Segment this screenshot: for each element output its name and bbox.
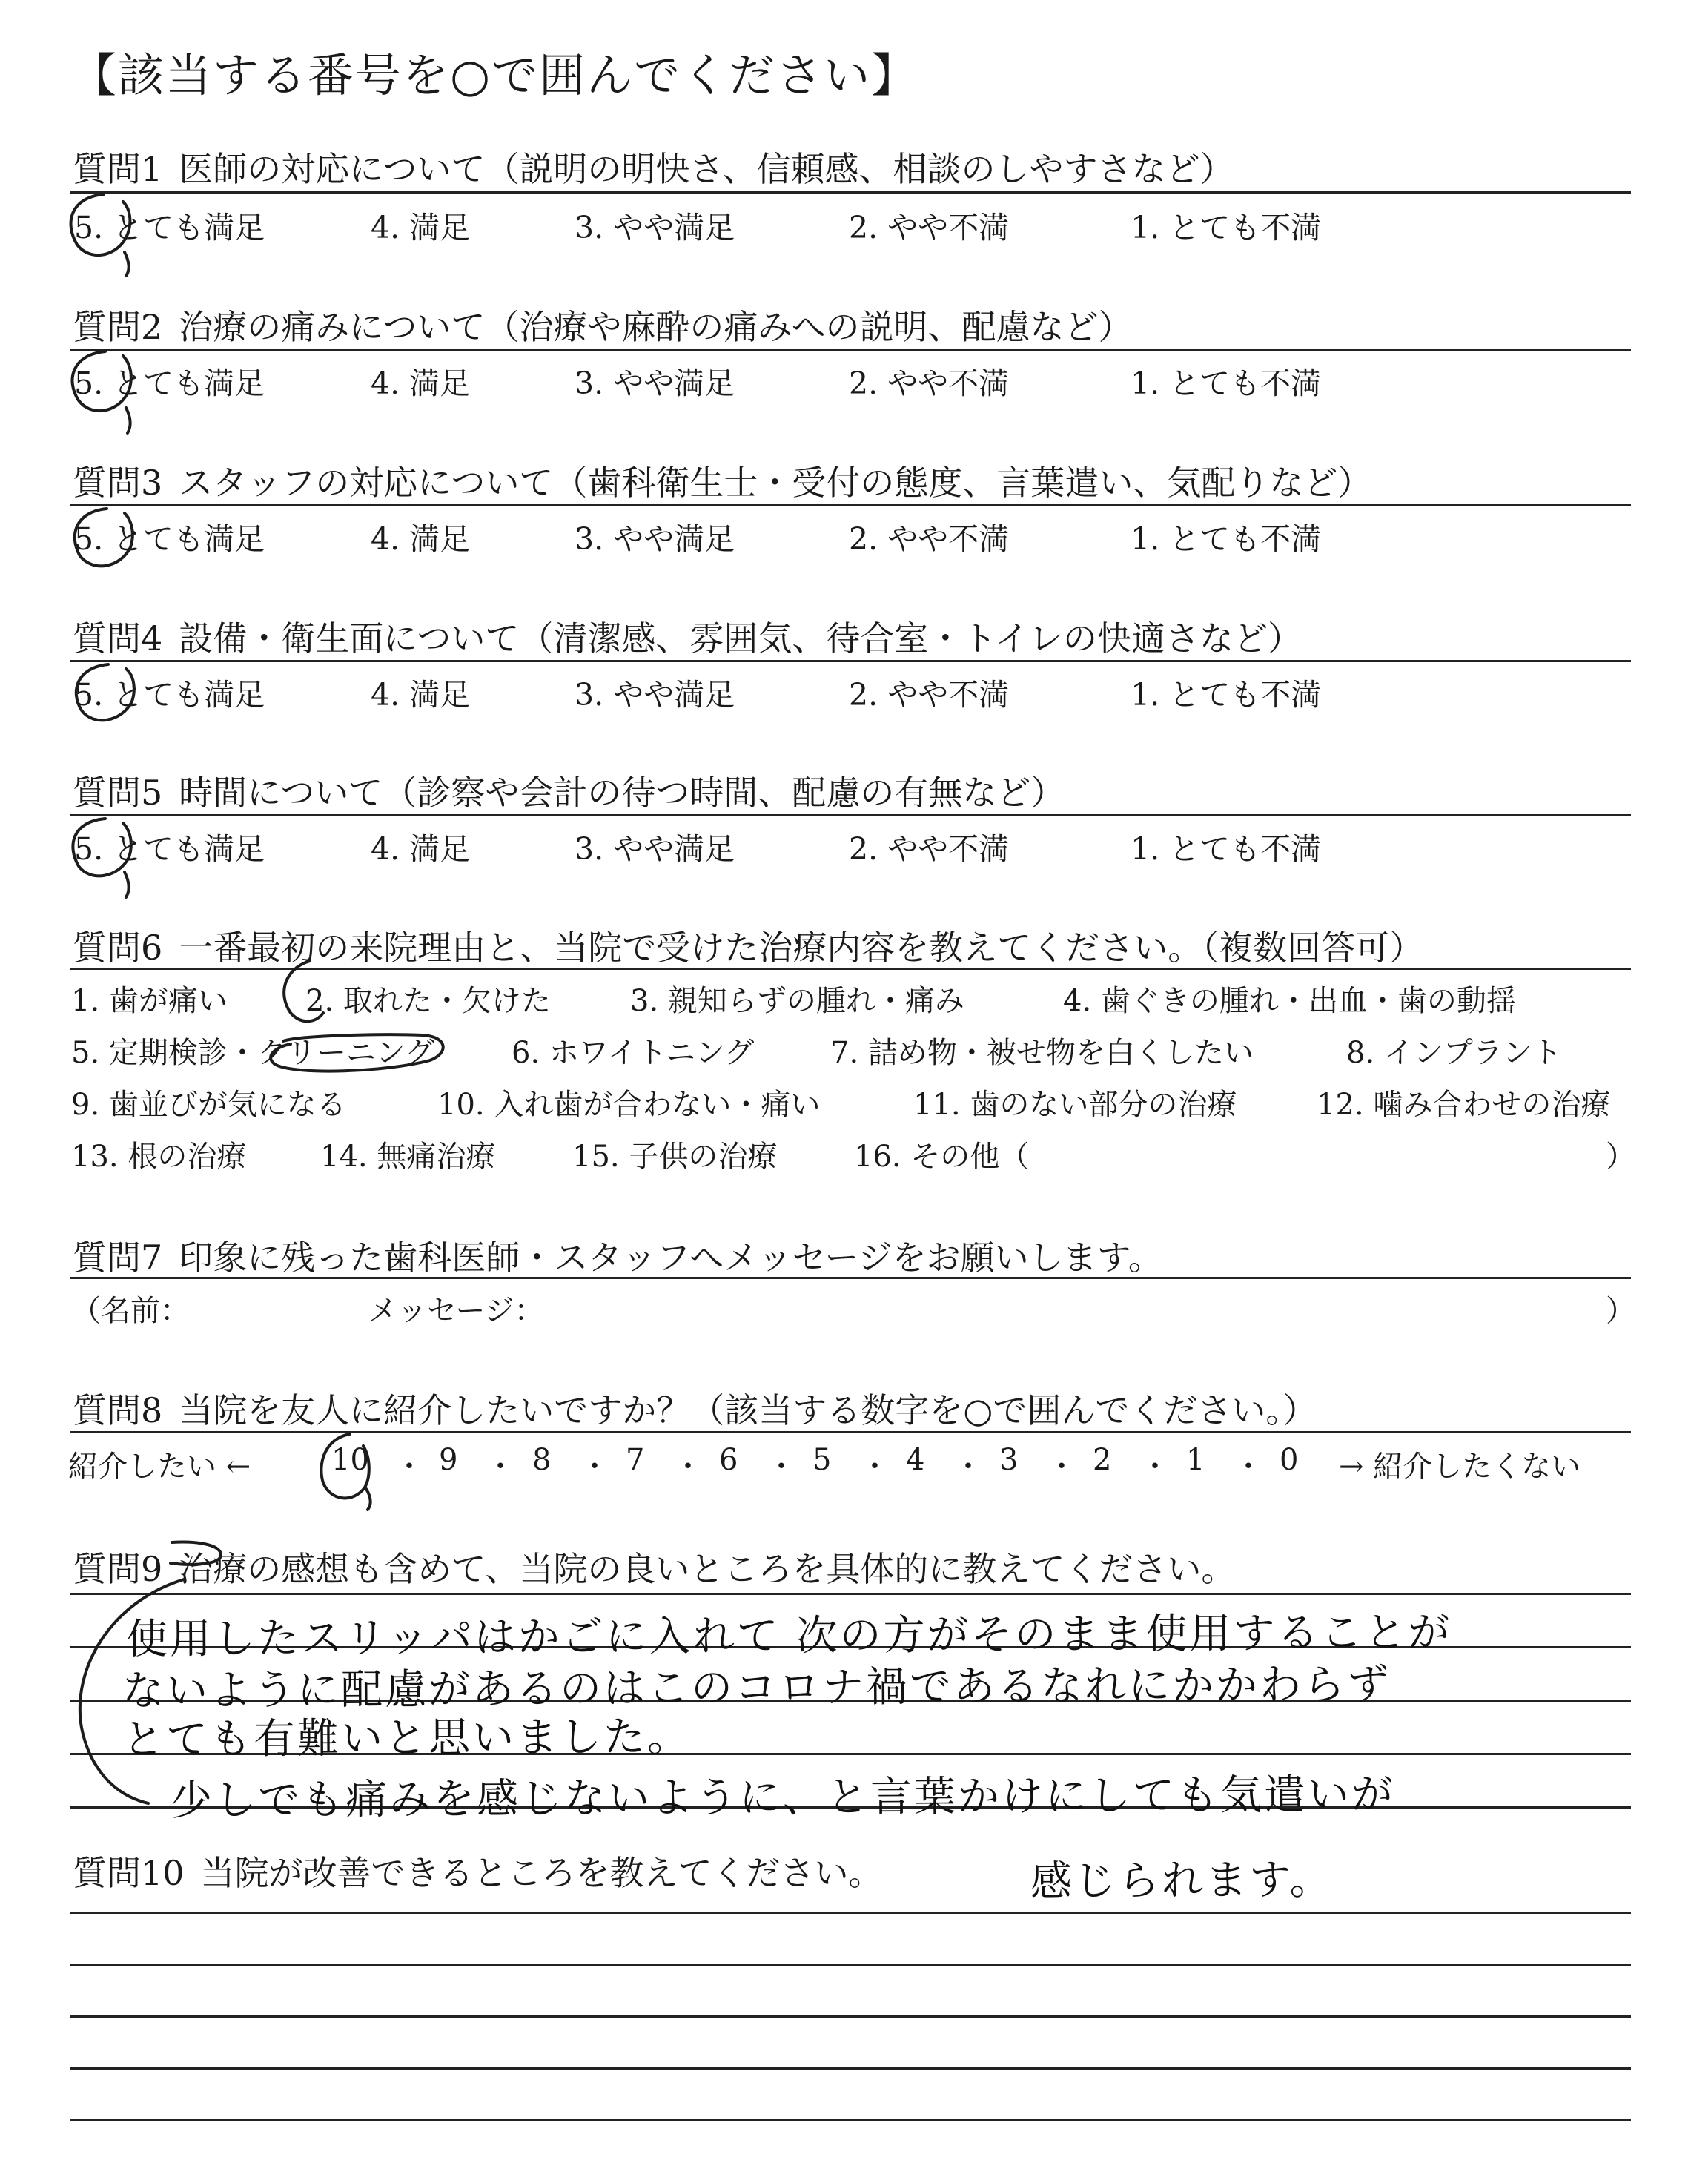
- question-number: 質問4: [73, 618, 163, 658]
- scale-value-1[interactable]: 1: [1186, 1443, 1205, 1477]
- answer-line: [70, 1964, 1631, 1966]
- divider-line: [70, 660, 1631, 662]
- question-4: [73, 612, 1302, 661]
- handwritten-answer-line-5: 感じられます。: [1030, 1855, 1334, 1906]
- question-10: [73, 1846, 883, 1895]
- scale-separator: ・: [1047, 1450, 1076, 1484]
- question-5: [73, 766, 1065, 815]
- question-text: 一番最初の来院理由と、当院で受けた治療内容を教えてください。（複数回答可）: [179, 928, 1424, 968]
- q2-option-1[interactable]: 1. とても不満: [1131, 366, 1322, 401]
- close-paren: ）: [1606, 1294, 1635, 1328]
- q4-option-4[interactable]: 4. 満足: [371, 677, 471, 713]
- divider-line: [70, 349, 1631, 351]
- scale-value-2[interactable]: 2: [1093, 1443, 1112, 1477]
- scale-left-label: 紹介したい ←: [68, 1450, 251, 1484]
- scale-value-0[interactable]: 0: [1280, 1443, 1299, 1477]
- q6-option-10[interactable]: 10. 入れ歯が合わない・痛い: [437, 1088, 821, 1122]
- divider-line: [70, 1431, 1631, 1433]
- q5-option-4[interactable]: 4. 満足: [371, 831, 471, 867]
- q4-option-5[interactable]: 5. とても満足: [74, 677, 265, 713]
- question-text: 治療の痛みについて（治療や麻酔の痛みへの説明、配慮など）: [179, 307, 1133, 347]
- divider-line: [70, 504, 1631, 506]
- scale-value-10[interactable]: 10: [331, 1443, 369, 1477]
- question-1: [73, 142, 1234, 191]
- q3-option-4[interactable]: 4. 満足: [371, 521, 471, 557]
- scale-value-3[interactable]: 3: [999, 1443, 1019, 1477]
- question-text: 設備・衛生面について（清潔感、雰囲気、待合室・トイレの快適さなど）: [179, 618, 1302, 658]
- q6-option-4[interactable]: 4. 歯ぐきの腫れ・出血・歯の動揺: [1063, 984, 1516, 1018]
- scale-separator: ・: [1140, 1450, 1170, 1484]
- question-number: 質問1: [73, 149, 163, 189]
- q6-option-15[interactable]: 15. 子供の治療: [572, 1140, 778, 1174]
- answer-line: [70, 2015, 1631, 2018]
- q2-option-3[interactable]: 3. やや満足: [575, 366, 735, 401]
- question-text: 当院が改善できるところを教えてください。: [200, 1853, 883, 1893]
- question-number: 質問8: [73, 1390, 163, 1430]
- divider-line: [70, 1593, 1631, 1595]
- answer-line: [70, 2067, 1631, 2070]
- question-7: [73, 1231, 1162, 1280]
- question-9: [73, 1542, 1235, 1591]
- question-text: 印象に残った歯科医師・スタッフへメッセージをお願いします。: [179, 1238, 1162, 1278]
- question-3: [73, 456, 1371, 505]
- question-number: 質問7: [73, 1238, 163, 1278]
- q6-option-11[interactable]: 11. 歯のない部分の治療: [913, 1088, 1237, 1122]
- question-text: 時間について（診察や会計の待つ時間、配慮の有無など）: [179, 773, 1065, 813]
- question-number: 質問5: [73, 773, 163, 813]
- q5-option-3[interactable]: 3. やや満足: [575, 831, 735, 867]
- q1-option-1[interactable]: 1. とても不満: [1131, 210, 1322, 245]
- q5-option-1[interactable]: 1. とても不満: [1131, 831, 1322, 867]
- q2-option-5[interactable]: 5. とても満足: [74, 366, 265, 401]
- question-text: 医師の対応について（説明の明快さ、信頼感、相談のしやすさなど）: [179, 149, 1234, 189]
- divider-line: [70, 814, 1631, 816]
- q6-option-14[interactable]: 14. 無痛治療: [320, 1140, 496, 1174]
- handwritten-answer-line-1: 使用したスリッパはかごに入れて 次の方がそのまま使用することが: [125, 1608, 1452, 1664]
- q6-option-12[interactable]: 12. 噛み合わせの治療: [1317, 1088, 1611, 1122]
- answer-line: [70, 1912, 1631, 1914]
- q6-option-13[interactable]: 13. 根の治療: [71, 1140, 247, 1174]
- q3-option-5[interactable]: 5. とても満足: [74, 521, 265, 557]
- question-number: 質問6: [73, 928, 163, 968]
- answer-line: [70, 2119, 1631, 2121]
- question-number: 質問9: [73, 1549, 163, 1589]
- scale-value-7[interactable]: 7: [626, 1443, 645, 1477]
- q1-option-5[interactable]: 5. とても満足: [74, 210, 265, 245]
- q3-option-3[interactable]: 3. やや満足: [575, 521, 735, 557]
- scale-separator: ・: [673, 1450, 703, 1484]
- q6-option-16[interactable]: 16. その他（: [854, 1140, 1030, 1174]
- scale-value-8[interactable]: 8: [532, 1443, 552, 1477]
- question-text: スタッフの対応について（歯科衛生士・受付の態度、言葉遣い、気配りなど）: [179, 463, 1372, 503]
- divider-line: [70, 191, 1631, 194]
- question-6: [73, 921, 1423, 970]
- q6-option-9[interactable]: 9. 歯並びが気になる: [71, 1088, 346, 1122]
- q6-option-16-close: ）: [1606, 1140, 1635, 1174]
- q4-option-1[interactable]: 1. とても不満: [1131, 677, 1322, 713]
- q6-option-8[interactable]: 8. インプラント: [1346, 1036, 1562, 1070]
- scale-separator: ・: [394, 1450, 424, 1484]
- q4-option-2[interactable]: 2. やや不満: [849, 677, 1010, 713]
- scale-separator: ・: [860, 1450, 890, 1484]
- scale-value-4[interactable]: 4: [906, 1443, 925, 1477]
- question-text: 当院を友人に紹介したいですか？（該当する数字を○で囲んでください。）: [179, 1390, 1317, 1430]
- scale-separator: ・: [580, 1450, 609, 1484]
- q6-option-7[interactable]: 7. 詰め物・被せ物を白くしたい: [830, 1036, 1254, 1070]
- handwritten-answer-line-4: 少しでも痛みを感じないように、と言葉かけにしても気遣いが: [170, 1770, 1396, 1826]
- scale-value-6[interactable]: 6: [719, 1443, 738, 1477]
- q3-option-1[interactable]: 1. とても不満: [1131, 521, 1322, 557]
- q6-option-3[interactable]: 3. 親知らずの腫れ・痛み: [630, 984, 964, 1018]
- scale-separator: ・: [767, 1450, 796, 1484]
- q2-option-4[interactable]: 4. 満足: [371, 366, 471, 401]
- q3-option-2[interactable]: 2. やや不満: [849, 521, 1010, 557]
- scale-separator: ・: [486, 1450, 515, 1484]
- name-label: （名前：: [71, 1294, 190, 1328]
- scale-value-5[interactable]: 5: [812, 1443, 832, 1477]
- scale-separator: ・: [1234, 1450, 1263, 1484]
- scale-right-label: → 紹介したくない: [1339, 1450, 1581, 1484]
- question-number: 質問2: [73, 307, 163, 347]
- q6-option-6[interactable]: 6. ホワイトニング: [512, 1036, 755, 1070]
- q5-option-5[interactable]: 5. とても満足: [74, 831, 265, 867]
- q6-option-2[interactable]: 2. 取れた・欠けた: [305, 984, 551, 1018]
- q1-option-2[interactable]: 2. やや不満: [849, 210, 1010, 245]
- question-text: 治療の感想も含めて、当院の良いところを具体的に教えてください。: [179, 1549, 1236, 1589]
- question-number: 質問10: [73, 1853, 185, 1893]
- scale-value-9[interactable]: 9: [439, 1443, 458, 1477]
- handwritten-answer-line-3: とても有難いと思いました。: [122, 1712, 692, 1765]
- q4-option-3[interactable]: 3. やや満足: [575, 677, 735, 713]
- q1-option-3[interactable]: 3. やや満足: [575, 210, 735, 245]
- question-number: 質問3: [73, 463, 163, 503]
- handwritten-answer-line-2: ないように配慮があるのはこのコロナ禍であるなれにかかわらず: [122, 1660, 1391, 1716]
- q1-option-4[interactable]: 4. 満足: [371, 210, 471, 245]
- message-label: メッセージ：: [368, 1294, 544, 1328]
- scale-separator: ・: [953, 1450, 983, 1484]
- divider-line: [70, 968, 1631, 970]
- question-8: [73, 1384, 1317, 1433]
- q6-option-1[interactable]: 1. 歯が痛い: [71, 984, 228, 1018]
- q5-option-2[interactable]: 2. やや不満: [849, 831, 1010, 867]
- instruction-header: 【該当する番号を○で囲んでください】: [70, 48, 919, 102]
- question-2: [73, 300, 1132, 349]
- q2-option-2[interactable]: 2. やや不満: [849, 366, 1010, 401]
- q6-option-5[interactable]: 5. 定期検診・クリーニング: [71, 1036, 435, 1070]
- divider-line: [70, 1277, 1631, 1279]
